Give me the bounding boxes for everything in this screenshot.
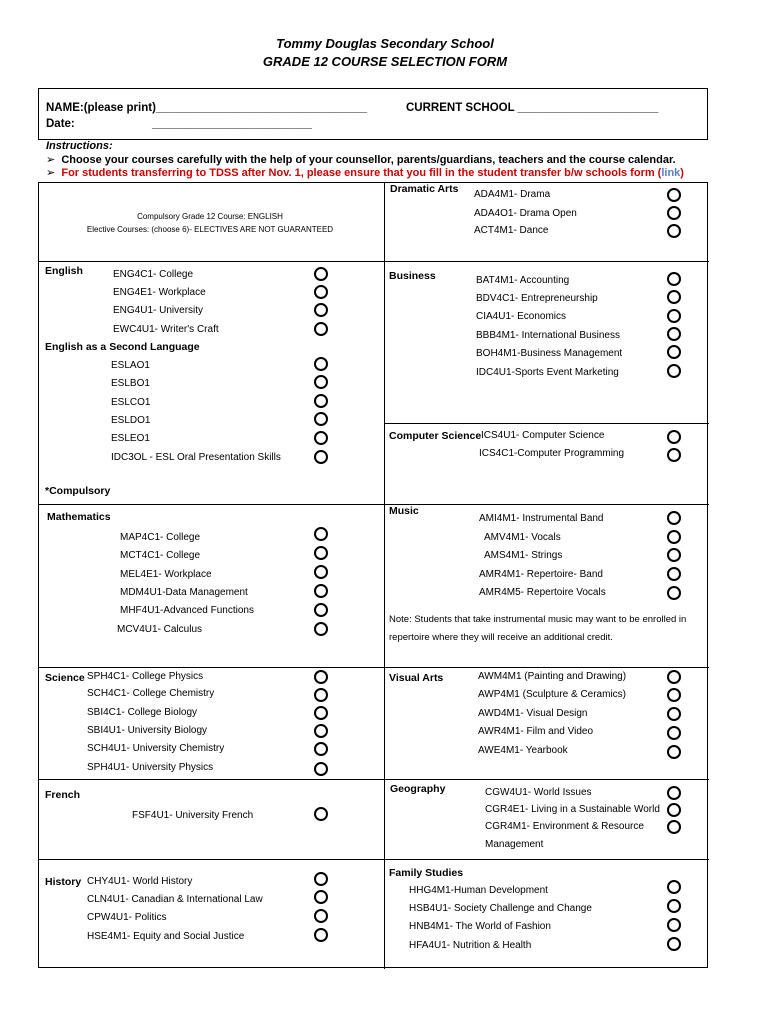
course-radio[interactable] (667, 707, 681, 721)
course-label: HNB4M1- The World of Fashion (409, 921, 551, 932)
section-science: Science (45, 672, 85, 684)
course-label: AWM4M1 (Painting and Drawing) (478, 671, 627, 682)
course-radio[interactable] (314, 322, 328, 336)
course-radio[interactable] (667, 567, 681, 581)
course-radio[interactable] (667, 803, 681, 817)
divider (384, 859, 709, 860)
course-label: AMV4M1- Vocals (484, 532, 561, 543)
name-label: NAME:(please print)_________________________________ (46, 102, 367, 114)
course-label: IDC4U1-Sports Event Marketing (476, 367, 619, 378)
course-label: SPH4U1- University Physics (87, 762, 214, 773)
course-radio[interactable] (314, 670, 328, 684)
course-label: SCH4U1- University Chemistry (87, 743, 225, 754)
course-label: HHG4M1-Human Development (409, 885, 548, 896)
divider (39, 667, 384, 668)
course-label: AWP4M1 (Sculpture & Ceramics) (478, 689, 626, 700)
course-radio[interactable] (667, 272, 681, 286)
school-name: Tommy Douglas Secondary School (276, 36, 494, 51)
course-label: CPW4U1- Politics (87, 912, 167, 923)
name-line[interactable]: _________________________________ (155, 102, 367, 114)
course-label: AMS4M1- Strings (484, 550, 563, 561)
course-radio[interactable] (667, 530, 681, 544)
section-dramatic-arts: Dramatic Arts (390, 183, 459, 195)
course-label: ENG4E1- Workplace (113, 287, 206, 298)
course-radio[interactable] (314, 724, 328, 738)
course-radio[interactable] (314, 431, 328, 445)
course-radio[interactable] (314, 762, 328, 776)
bullet-icon: ➢ (46, 167, 56, 179)
course-radio[interactable] (667, 188, 681, 202)
course-label: CGW4U1- World Issues (485, 787, 592, 798)
course-label: AWR4M1- Film and Video (478, 726, 594, 737)
course-radio[interactable] (667, 918, 681, 932)
course-label: CIA4U1- Economics (476, 311, 567, 322)
course-label: ENG4C1- College (113, 269, 194, 280)
form-title: GRADE 12 COURSE SELECTION FORM (262, 54, 508, 69)
course-radio[interactable] (314, 928, 328, 942)
course-radio[interactable] (314, 807, 328, 821)
course-radio[interactable] (667, 206, 681, 220)
section-geography: Geography (390, 783, 446, 795)
course-radio[interactable] (314, 394, 328, 408)
course-label: ESLEO1 (111, 433, 150, 444)
divider (384, 667, 709, 668)
course-label: AWE4M1- Yearbook (478, 745, 568, 756)
bullet-icon: ➢ (46, 154, 56, 166)
compulsory-note: *Compulsory (45, 485, 111, 497)
course-label: AMR4M5- Repertoire Vocals (479, 587, 606, 598)
course-label: SBI4U1- University Biology (87, 725, 208, 736)
course-radio[interactable] (314, 565, 328, 579)
course-label: ACT4M1- Dance (474, 225, 549, 236)
section-music: Music (389, 505, 419, 517)
course-radio[interactable] (314, 706, 328, 720)
course-label: SPH4C1- College Physics (87, 671, 204, 682)
course-label: SBI4C1- College Biology (87, 707, 198, 718)
course-radio[interactable] (667, 670, 681, 684)
course-radio[interactable] (667, 448, 681, 462)
course-radio[interactable] (667, 327, 681, 341)
course-radio[interactable] (667, 880, 681, 894)
section-computer-science: Computer Science (389, 430, 482, 442)
music-note: Note: Students that take instrumental music may want to be enrolled in repertoire where they will receive an additional credit. (389, 614, 687, 643)
course-label: EWC4U1- Writer's Craft (113, 324, 219, 335)
section-english: English (45, 265, 83, 277)
section-family-studies: Family Studies (389, 867, 464, 879)
divider (384, 504, 709, 505)
instruction-line-1: ➢ Choose your courses carefully with the help of your counsellor, parents/guardians, teachers and the course calendar. (46, 154, 676, 166)
course-radio[interactable] (314, 285, 328, 299)
date-line[interactable]: _________________________ (152, 118, 312, 130)
course-label: ADA4O1- Drama Open (474, 208, 577, 219)
course-label: SCH4C1- College Chemistry (87, 688, 215, 699)
section-visual-arts: Visual Arts (389, 672, 444, 684)
course-radio[interactable] (667, 290, 681, 304)
course-radio[interactable] (667, 745, 681, 759)
student-info-box (38, 88, 708, 140)
course-label: HFA4U1- Nutrition & Health (409, 940, 532, 951)
course-radio[interactable] (667, 820, 681, 834)
section-mathematics: Mathematics (47, 511, 111, 523)
course-radio[interactable] (667, 548, 681, 562)
course-label: CLN4U1- Canadian & International Law (87, 894, 263, 905)
course-radio[interactable] (314, 872, 328, 886)
course-label: MDM4U1-Data Management (120, 587, 248, 598)
section-history: History (45, 876, 82, 888)
course-label: CHY4U1- World History (87, 876, 193, 887)
course-label: HSB4U1- Society Challenge and Change (409, 903, 592, 914)
course-label: MCV4U1- Calculus (117, 624, 203, 635)
current-school-line[interactable]: ______________________ (517, 102, 659, 114)
course-radio[interactable] (314, 375, 328, 389)
course-radio[interactable] (667, 786, 681, 800)
section-esl: English as a Second Language (45, 341, 200, 353)
course-radio[interactable] (314, 622, 328, 636)
course-label: ESLCO1 (111, 397, 151, 408)
course-label: AMI4M1- Instrumental Band (479, 513, 604, 524)
course-radio[interactable] (667, 309, 681, 323)
course-label: CGR4M1- Environment & Resource (485, 821, 644, 832)
instruction-line-2: ➢ For students transferring to TDSS after Nov. 1, please ensure that you fill in the student transfer b/w schools form (link) (46, 167, 684, 179)
course-radio[interactable] (667, 430, 681, 444)
course-label: ADA4M1- Drama (474, 189, 551, 200)
course-radio[interactable] (667, 224, 681, 238)
course-label: MAP4C1- College (120, 532, 201, 543)
date-label: Date: (46, 118, 75, 130)
course-label: HSE4M1- Equity and Social Justice (87, 931, 245, 942)
course-label-continued: Management (485, 839, 544, 850)
course-radio[interactable] (667, 586, 681, 600)
course-radio[interactable] (314, 742, 328, 756)
transfer-form-link[interactable]: link (661, 167, 681, 179)
course-label: BOH4M1-Business Management (476, 348, 623, 359)
section-business: Business (389, 270, 436, 282)
course-radio[interactable] (667, 511, 681, 525)
course-radio[interactable] (314, 357, 328, 371)
course-label: AWD4M1- Visual Design (478, 708, 588, 719)
divider (39, 504, 384, 505)
course-label: CGR4E1- Living in a Sustainable World (485, 804, 660, 815)
course-radio[interactable] (667, 345, 681, 359)
course-label: ESLBO1 (111, 378, 150, 389)
section-french: French (45, 789, 81, 801)
course-radio[interactable] (314, 890, 328, 904)
instructions-heading: Instructions: (46, 140, 113, 152)
course-radio[interactable] (667, 899, 681, 913)
course-label: IDC3OL - ESL Oral Presentation Skills (111, 452, 281, 463)
course-radio[interactable] (314, 584, 328, 598)
divider (384, 423, 709, 424)
course-radio[interactable] (314, 546, 328, 560)
course-radio[interactable] (667, 726, 681, 740)
course-label: ESLDO1 (111, 415, 151, 426)
elective-heading: Elective Courses: (choose 6)- ELECTIVES ARE NOT GUARANTEED (86, 225, 334, 234)
course-radio[interactable] (314, 527, 328, 541)
course-radio[interactable] (667, 364, 681, 378)
course-radio[interactable] (667, 937, 681, 951)
course-label: MEL4E1- Workplace (120, 569, 212, 580)
divider (39, 779, 384, 780)
course-label: BDV4C1- Entrepreneurship (476, 293, 598, 304)
course-label: BAT4M1- Accounting (476, 275, 570, 286)
course-radio[interactable] (314, 303, 328, 317)
course-label: MCT4C1- College (120, 550, 201, 561)
compulsory-heading: Compulsory Grade 12 Course: ENGLISH (137, 212, 283, 221)
course-label: ESLAO1 (111, 360, 150, 371)
divider (384, 779, 709, 780)
current-school-label: CURRENT SCHOOL ______________________ (406, 102, 659, 114)
course-label: ENG4U1- University (113, 305, 204, 316)
course-label: AMR4M1- Repertoire- Band (479, 569, 603, 580)
course-radio[interactable] (314, 603, 328, 617)
course-radio[interactable] (314, 412, 328, 426)
course-radio[interactable] (314, 450, 328, 464)
course-radio[interactable] (314, 267, 328, 281)
course-label: ICS4C1-Computer Programming (479, 448, 625, 459)
course-label: BBB4M1- International Business (476, 330, 620, 341)
divider (39, 859, 384, 860)
divider (39, 261, 384, 262)
course-label: MHF4U1-Advanced Functions (120, 605, 254, 616)
course-radio[interactable] (314, 688, 328, 702)
course-label: FSF4U1- University French (132, 810, 254, 821)
course-radio[interactable] (314, 909, 328, 923)
divider (384, 261, 709, 262)
column-divider (384, 183, 385, 969)
course-label: ICS4U1- Computer Science (481, 430, 605, 441)
course-radio[interactable] (667, 688, 681, 702)
